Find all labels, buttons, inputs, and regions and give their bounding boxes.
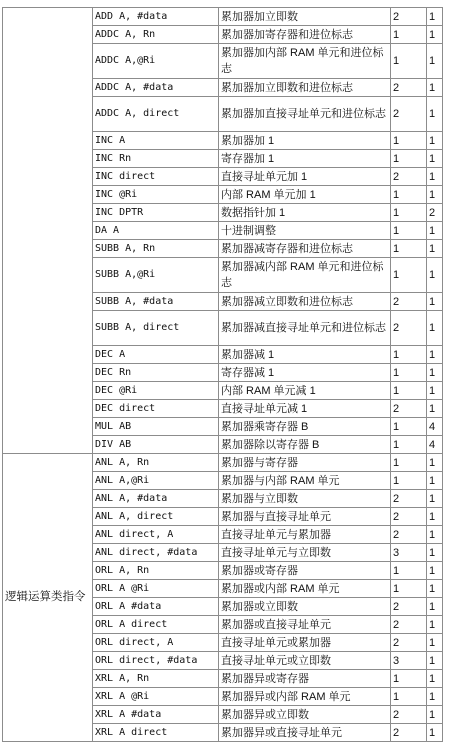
description-cell: 累加器加直接寻址单元和进位标志 <box>219 97 391 132</box>
cycles-cell: 1 <box>427 150 443 168</box>
cycles-cell: 1 <box>427 364 443 382</box>
bytes-cell: 1 <box>391 580 427 598</box>
instruction-cell: ORL A direct <box>93 616 219 634</box>
bytes-cell: 1 <box>391 346 427 364</box>
bytes-cell: 2 <box>391 634 427 652</box>
cycles-cell: 1 <box>427 526 443 544</box>
cycles-cell: 1 <box>427 222 443 240</box>
bytes-cell: 1 <box>391 222 427 240</box>
instruction-cell: DEC A <box>93 346 219 364</box>
bytes-cell: 1 <box>391 454 427 472</box>
bytes-cell: 3 <box>391 544 427 562</box>
description-cell: 直接寻址单元减 1 <box>219 400 391 418</box>
instruction-cell: ADDC A,@Ri <box>93 44 219 79</box>
instruction-cell: DA A <box>93 222 219 240</box>
table-row <box>3 8 443 26</box>
instruction-cell: INC @Ri <box>93 186 219 204</box>
bytes-cell: 1 <box>391 688 427 706</box>
description-cell: 累加器加寄存器和进位标志 <box>219 26 391 44</box>
description-cell: 累加器乘寄存器 B <box>219 418 391 436</box>
cycles-cell: 1 <box>427 454 443 472</box>
description-cell: 直接寻址单元或立即数 <box>219 652 391 670</box>
cycles-cell: 1 <box>427 132 443 150</box>
cycles-cell: 1 <box>427 688 443 706</box>
description-cell: 十进制调整 <box>219 222 391 240</box>
description-cell: 直接寻址单元或累加器 <box>219 634 391 652</box>
cycles-cell: 1 <box>427 652 443 670</box>
description-cell: 直接寻址单元加 1 <box>219 168 391 186</box>
description-cell: 累加器异或直接寻址单元 <box>219 724 391 742</box>
description-cell: 累加器与寄存器 <box>219 454 391 472</box>
cycles-cell: 1 <box>427 562 443 580</box>
cycles-cell: 4 <box>427 418 443 436</box>
cycles-cell: 1 <box>427 44 443 79</box>
cycles-cell: 1 <box>427 8 443 26</box>
instruction-cell: ORL A, Rn <box>93 562 219 580</box>
instruction-cell: INC direct <box>93 168 219 186</box>
cycles-cell: 1 <box>427 706 443 724</box>
description-cell: 直接寻址单元与累加器 <box>219 526 391 544</box>
instruction-cell: ANL A,@Ri <box>93 472 219 490</box>
bytes-cell: 1 <box>391 562 427 580</box>
table-row <box>3 454 443 472</box>
description-cell: 内部 RAM 单元减 1 <box>219 382 391 400</box>
bytes-cell: 2 <box>391 706 427 724</box>
description-cell: 累加器异或立即数 <box>219 706 391 724</box>
instruction-cell: DIV AB <box>93 436 219 454</box>
instruction-cell: ANL A, Rn <box>93 454 219 472</box>
bytes-cell: 1 <box>391 364 427 382</box>
cycles-cell: 2 <box>427 204 443 222</box>
cycles-cell: 1 <box>427 598 443 616</box>
cycles-cell: 1 <box>427 724 443 742</box>
cycles-cell: 1 <box>427 79 443 97</box>
description-cell: 累加器减立即数和进位标志 <box>219 293 391 311</box>
bytes-cell: 2 <box>391 724 427 742</box>
bytes-cell: 2 <box>391 616 427 634</box>
instruction-cell: ANL A, #data <box>93 490 219 508</box>
bytes-cell: 2 <box>391 508 427 526</box>
cycles-cell: 1 <box>427 472 443 490</box>
category-cell: 逻辑运算类指令 <box>3 454 93 742</box>
cycles-cell: 1 <box>427 580 443 598</box>
bytes-cell: 2 <box>391 598 427 616</box>
instruction-cell: ADDC A, Rn <box>93 26 219 44</box>
instruction-cell: SUBB A, direct <box>93 311 219 346</box>
cycles-cell: 1 <box>427 186 443 204</box>
cycles-cell: 1 <box>427 400 443 418</box>
instruction-cell: ADDC A, direct <box>93 97 219 132</box>
description-cell: 累加器或立即数 <box>219 598 391 616</box>
cycles-cell: 1 <box>427 346 443 364</box>
cycles-cell: 1 <box>427 258 443 293</box>
instruction-cell: XRL A, Rn <box>93 670 219 688</box>
bytes-cell: 1 <box>391 418 427 436</box>
instruction-cell: ANL A, direct <box>93 508 219 526</box>
description-cell: 直接寻址单元与立即数 <box>219 544 391 562</box>
instruction-cell: DEC direct <box>93 400 219 418</box>
bytes-cell: 1 <box>391 670 427 688</box>
description-cell: 寄存器加 1 <box>219 150 391 168</box>
description-cell: 累加器异或内部 RAM 单元 <box>219 688 391 706</box>
description-cell: 累加器或内部 RAM 单元 <box>219 580 391 598</box>
description-cell: 累加器减直接寻址单元和进位标志 <box>219 311 391 346</box>
instruction-cell: ANL direct, #data <box>93 544 219 562</box>
description-cell: 累加器减内部 RAM 单元和进位标志 <box>219 258 391 293</box>
cycles-cell: 1 <box>427 168 443 186</box>
bytes-cell: 2 <box>391 400 427 418</box>
cycles-cell: 1 <box>427 240 443 258</box>
cycles-cell: 1 <box>427 26 443 44</box>
cycles-cell: 1 <box>427 382 443 400</box>
bytes-cell: 3 <box>391 652 427 670</box>
bytes-cell: 1 <box>391 26 427 44</box>
bytes-cell: 1 <box>391 132 427 150</box>
description-cell: 内部 RAM 单元加 1 <box>219 186 391 204</box>
description-cell: 累加器与内部 RAM 单元 <box>219 472 391 490</box>
cycles-cell: 1 <box>427 670 443 688</box>
bytes-cell: 1 <box>391 436 427 454</box>
instruction-cell: MUL AB <box>93 418 219 436</box>
description-cell: 数据指针加 1 <box>219 204 391 222</box>
instruction-cell: ORL direct, #data <box>93 652 219 670</box>
bytes-cell: 2 <box>391 8 427 26</box>
cycles-cell: 1 <box>427 634 443 652</box>
instruction-cell: XRL A direct <box>93 724 219 742</box>
description-cell: 累加器加内部 RAM 单元和进位标志 <box>219 44 391 79</box>
instruction-table <box>2 7 443 742</box>
description-cell: 累加器减寄存器和进位标志 <box>219 240 391 258</box>
bytes-cell: 1 <box>391 150 427 168</box>
instruction-cell: SUBB A, Rn <box>93 240 219 258</box>
description-cell: 寄存器减 1 <box>219 364 391 382</box>
instruction-table-body <box>3 8 443 742</box>
instruction-cell: XRL A #data <box>93 706 219 724</box>
instruction-cell: DEC Rn <box>93 364 219 382</box>
instruction-cell: INC Rn <box>93 150 219 168</box>
bytes-cell: 1 <box>391 382 427 400</box>
instruction-cell: XRL A @Ri <box>93 688 219 706</box>
cycles-cell: 1 <box>427 544 443 562</box>
instruction-cell: SUBB A, #data <box>93 293 219 311</box>
instruction-cell: ORL A #data <box>93 598 219 616</box>
instruction-cell: ADDC A, #data <box>93 79 219 97</box>
cycles-cell: 1 <box>427 490 443 508</box>
bytes-cell: 2 <box>391 490 427 508</box>
instruction-cell: DEC @Ri <box>93 382 219 400</box>
instruction-cell: INC A <box>93 132 219 150</box>
description-cell: 累加器加立即数 <box>219 8 391 26</box>
bytes-cell: 2 <box>391 293 427 311</box>
cycles-cell: 1 <box>427 293 443 311</box>
cycles-cell: 1 <box>427 97 443 132</box>
bytes-cell: 1 <box>391 472 427 490</box>
bytes-cell: 1 <box>391 186 427 204</box>
bytes-cell: 1 <box>391 258 427 293</box>
description-cell: 累加器与直接寻址单元 <box>219 508 391 526</box>
bytes-cell: 1 <box>391 44 427 79</box>
bytes-cell: 2 <box>391 79 427 97</box>
description-cell: 累加器异或寄存器 <box>219 670 391 688</box>
description-cell: 累加器加 1 <box>219 132 391 150</box>
cycles-cell: 4 <box>427 436 443 454</box>
instruction-cell: INC DPTR <box>93 204 219 222</box>
instruction-cell: ANL direct, A <box>93 526 219 544</box>
bytes-cell: 1 <box>391 240 427 258</box>
cycles-cell: 1 <box>427 311 443 346</box>
bytes-cell: 1 <box>391 204 427 222</box>
instruction-cell: ORL A @Ri <box>93 580 219 598</box>
instruction-cell: SUBB A,@Ri <box>93 258 219 293</box>
description-cell: 累加器减 1 <box>219 346 391 364</box>
bytes-cell: 2 <box>391 526 427 544</box>
instruction-cell: ADD A, #data <box>93 8 219 26</box>
description-cell: 累加器加立即数和进位标志 <box>219 79 391 97</box>
description-cell: 累加器或直接寻址单元 <box>219 616 391 634</box>
instruction-cell: ORL direct, A <box>93 634 219 652</box>
description-cell: 累加器与立即数 <box>219 490 391 508</box>
category-cell <box>3 8 93 454</box>
cycles-cell: 1 <box>427 508 443 526</box>
bytes-cell: 2 <box>391 97 427 132</box>
description-cell: 累加器除以寄存器 B <box>219 436 391 454</box>
bytes-cell: 2 <box>391 311 427 346</box>
cycles-cell: 1 <box>427 616 443 634</box>
description-cell: 累加器或寄存器 <box>219 562 391 580</box>
bytes-cell: 2 <box>391 168 427 186</box>
